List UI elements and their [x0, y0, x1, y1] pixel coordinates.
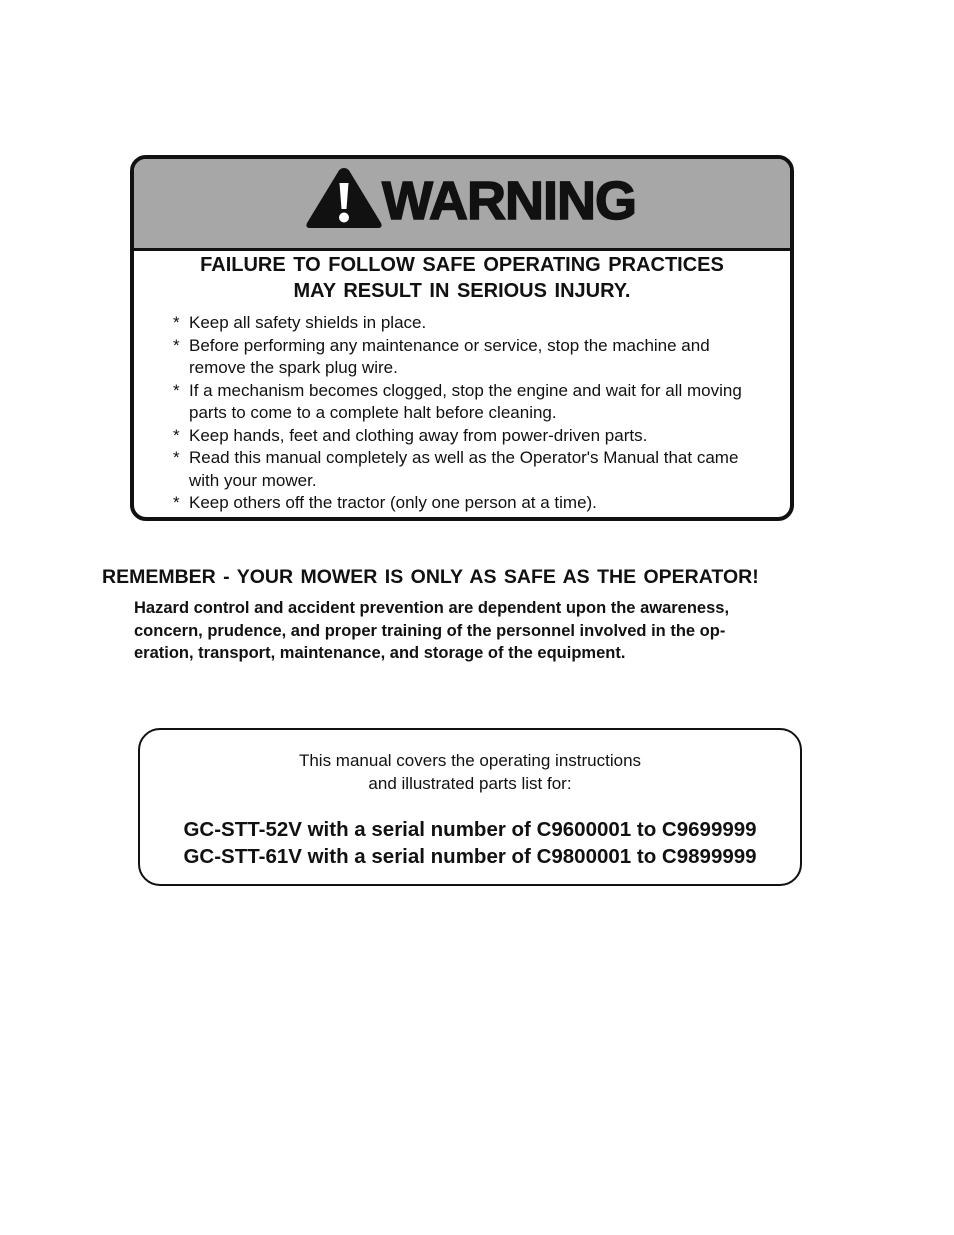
- bullet-asterisk: *: [173, 448, 180, 467]
- warning-list: [173, 312, 787, 515]
- bullet-asterisk: *: [173, 335, 180, 355]
- remember-body-line: eration, transport, maintenance, and storage of the equipment.: [134, 644, 626, 662]
- bullet-asterisk: *: [173, 425, 180, 445]
- warning-item-text: parts to come to a complete halt before cleaning.: [189, 403, 557, 422]
- remember-body-line: concern, prudence, and proper training of the personnel involved in the op-: [134, 621, 726, 640]
- warning-item-text: Keep others off the tractor (only one person at a time).: [189, 493, 597, 512]
- model-serial-range: GC-STT-52V with a serial number of C9600001 to C9699999: [183, 818, 757, 841]
- remember-body: [134, 597, 814, 665]
- warning-triangle-icon: [304, 165, 384, 231]
- warning-subtitle: [134, 252, 790, 304]
- manual-coverage-box: [138, 728, 802, 886]
- warning-list-item: [173, 335, 787, 380]
- warning-list-item: [173, 380, 787, 425]
- warning-item-text: Keep hands, feet and clothing away from power-driven parts.: [189, 425, 648, 445]
- warning-item-text: with your mower.: [189, 470, 317, 490]
- manual-intro-line: This manual covers the operating instructions: [298, 751, 642, 770]
- warning-list-item: [173, 447, 787, 492]
- warning-subtitle-line: MAY RESULT IN SERIOUS INJURY.: [293, 280, 631, 302]
- warning-item-text: remove the spark plug wire.: [189, 358, 398, 377]
- manual-intro-line: and illustrated parts list for:: [368, 774, 572, 793]
- warning-list-item: [173, 312, 787, 335]
- warning-item-text: If a mechanism becomes clogged, stop the engine and wait for all moving: [189, 380, 742, 400]
- warning-title: WARNING: [382, 171, 636, 231]
- warning-box: [130, 155, 794, 521]
- warning-item-text: Before performing any maintenance or service, stop the machine and: [189, 335, 710, 355]
- warning-item-text: Keep all safety shields in place.: [189, 313, 427, 332]
- bullet-asterisk: *: [173, 380, 180, 400]
- warning-list-item: [173, 492, 787, 515]
- remember-body-line: Hazard control and accident prevention are dependent upon the awareness,: [134, 599, 730, 617]
- warning-list-item: [173, 425, 787, 448]
- warning-header: [134, 159, 790, 251]
- warning-item-text: Read this manual completely as well as the Operator's Manual that came: [189, 448, 739, 467]
- bullet-asterisk: *: [173, 493, 180, 512]
- manual-intro: [140, 749, 800, 795]
- remember-heading: REMEMBER - YOUR MOWER IS ONLY AS SAFE AS THE OPERATOR!: [102, 566, 759, 588]
- model-list: [140, 816, 800, 870]
- warning-subtitle-line: FAILURE TO FOLLOW SAFE OPERATING PRACTICES: [200, 254, 724, 276]
- bullet-asterisk: *: [173, 313, 180, 332]
- model-serial-range: GC-STT-61V with a serial number of C9800001 to C9899999: [183, 845, 757, 868]
